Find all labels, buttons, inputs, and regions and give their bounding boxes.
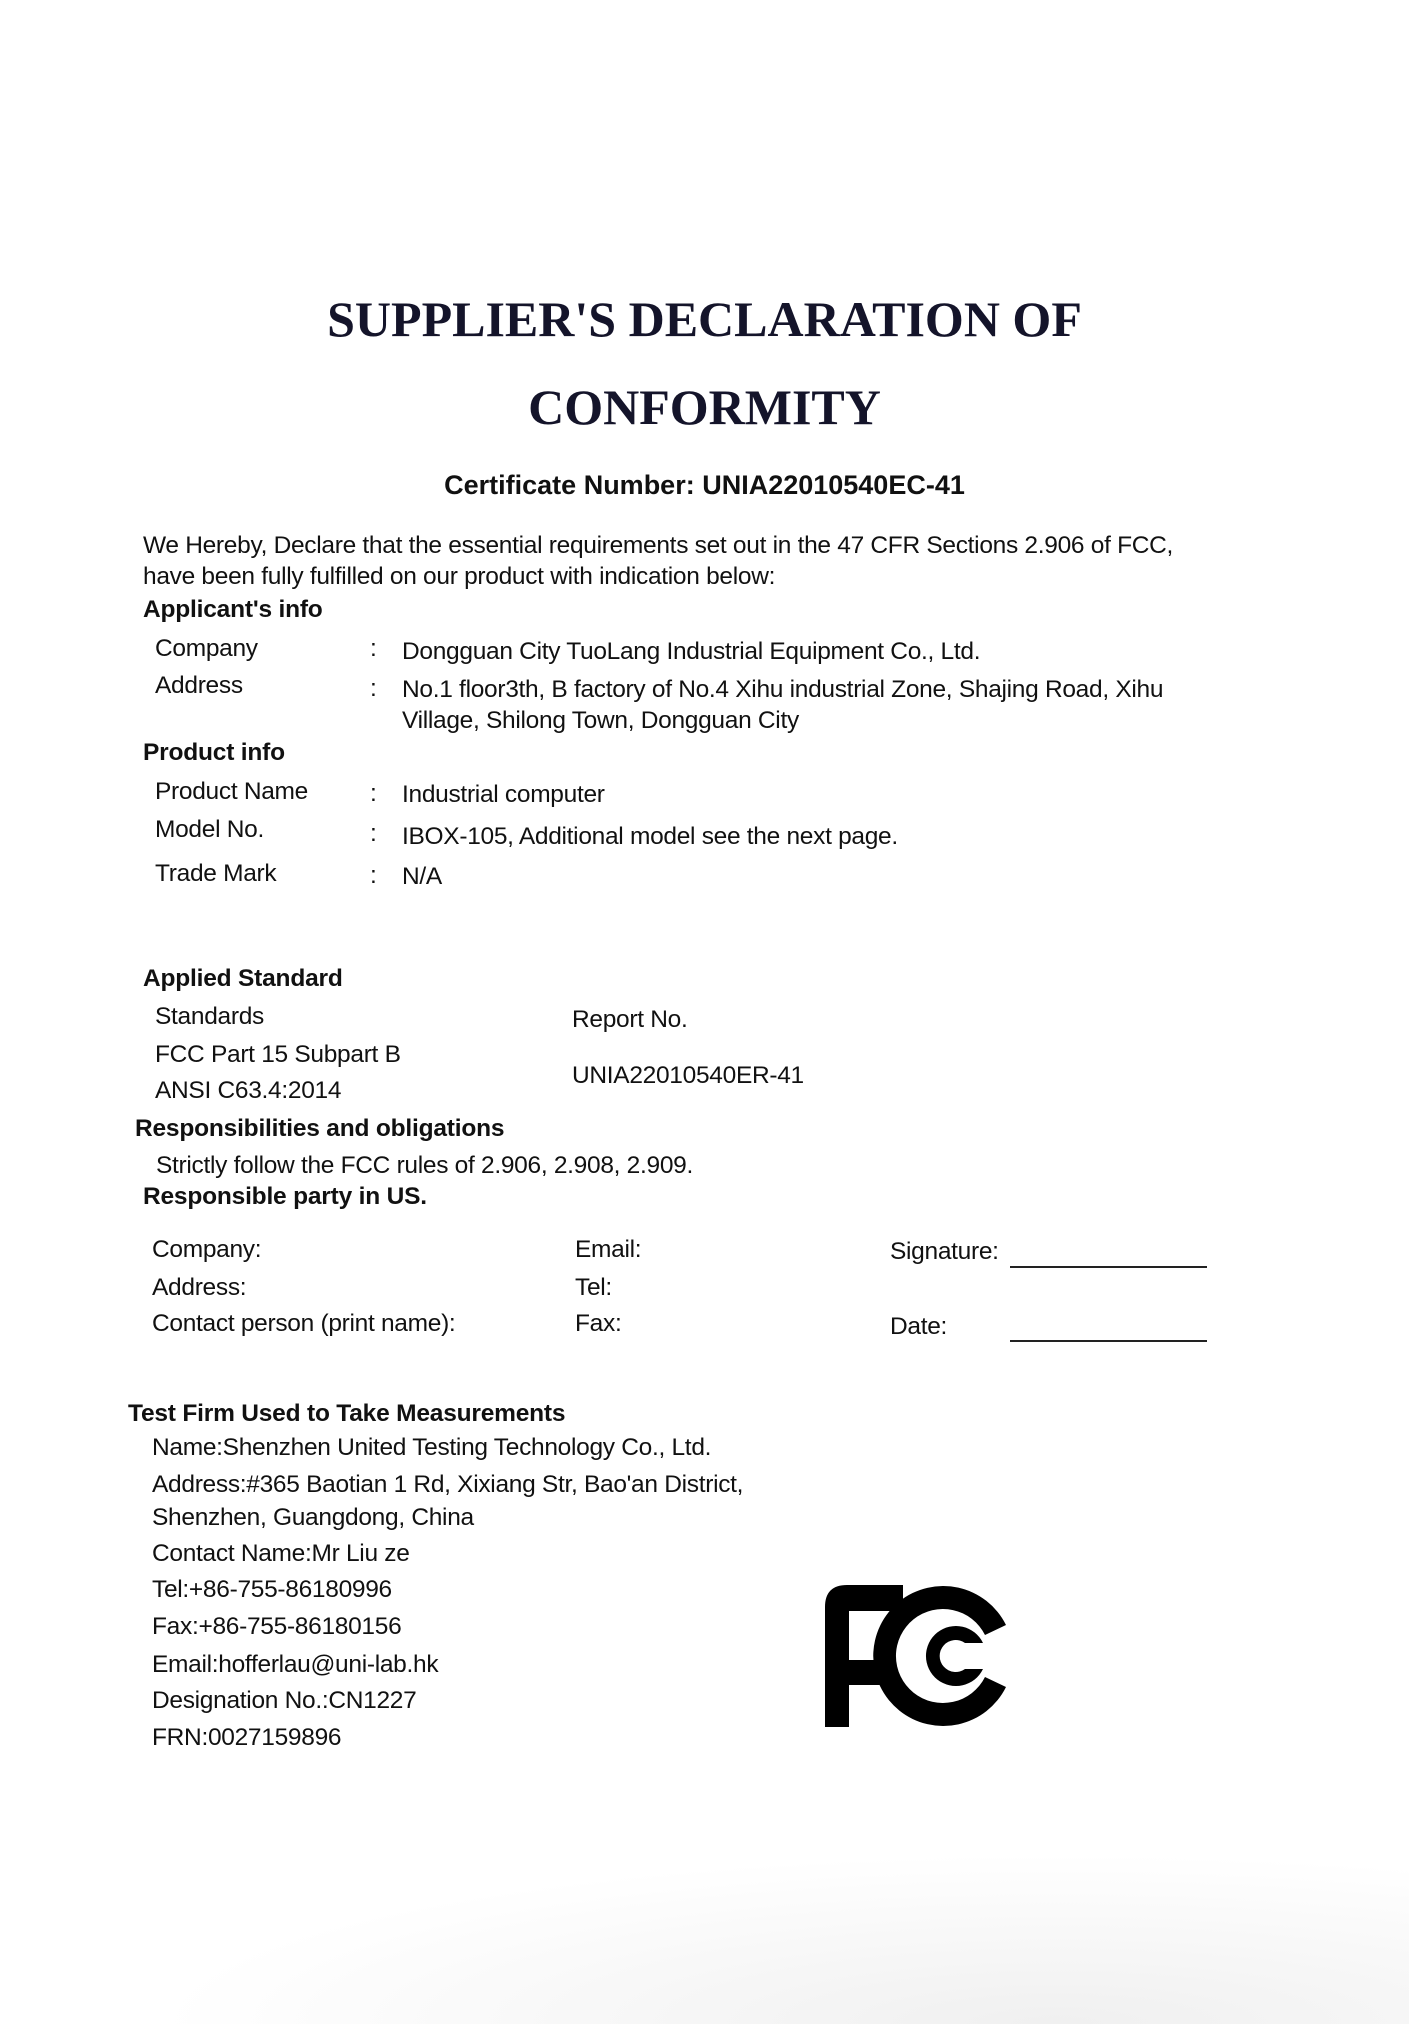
responsibilities-heading: Responsibilities and obligations: [135, 1115, 505, 1142]
report-no-label: Report No.: [572, 1006, 688, 1033]
model-label: Model No.: [155, 816, 264, 843]
standards-label: Standards: [155, 1003, 264, 1030]
rp-tel-label: Tel:: [575, 1274, 612, 1301]
date-label: Date:: [890, 1313, 948, 1340]
responsibilities-text: Strictly follow the FCC rules of 2.906, 2.908, 2.909.: [156, 1152, 693, 1179]
applicant-heading: Applicant's info: [143, 596, 323, 623]
address-colon: :: [370, 675, 377, 702]
product-name-label: Product Name: [155, 778, 308, 805]
standard-item: ANSI C63.4:2014: [155, 1077, 342, 1104]
company-label: Company: [155, 635, 258, 662]
signature-line: [1010, 1266, 1207, 1268]
address-line2: Village, Shilong Town, Dongguan City: [402, 707, 799, 734]
fcc-logo: [825, 1585, 1015, 1727]
standard-item: FCC Part 15 Subpart B: [155, 1041, 401, 1068]
report-no-value: UNIA22010540ER-41: [572, 1062, 804, 1089]
test-firm-line: Name:Shenzhen United Testing Technology Co., Ltd.: [152, 1434, 712, 1461]
applied-standard-heading: Applied Standard: [143, 965, 343, 992]
company-value: Dongguan City TuoLang Industrial Equipment Co., Ltd.: [402, 638, 981, 665]
document-title-line2: CONFORMITY: [528, 379, 881, 435]
document-title-line1: SUPPLIER'S DECLARATION OF: [327, 291, 1082, 347]
test-firm-line: Designation No.:CN1227: [152, 1687, 417, 1714]
trademark-value: N/A: [402, 863, 442, 890]
test-firm-heading: Test Firm Used to Take Measurements: [128, 1400, 566, 1427]
responsible-party-heading: Responsible party in US.: [143, 1183, 427, 1210]
date-line: [1010, 1340, 1207, 1342]
model-colon: :: [370, 820, 377, 847]
test-firm-line: Contact Name:Mr Liu ze: [152, 1540, 410, 1567]
test-firm-line: Address:#365 Baotian 1 Rd, Xixiang Str, Bao'an District,: [152, 1471, 744, 1498]
rp-fax-label: Fax:: [575, 1310, 622, 1337]
trademark-colon: :: [370, 862, 377, 889]
rp-email-label: Email:: [575, 1236, 642, 1263]
address-label: Address: [155, 672, 243, 699]
certificate-number: Certificate Number: UNIA22010540EC-41: [444, 470, 965, 500]
test-firm-line: Shenzhen, Guangdong, China: [152, 1504, 474, 1531]
rp-company-label: Company:: [152, 1236, 262, 1263]
rp-address-label: Address:: [152, 1274, 247, 1301]
test-firm-line: FRN:0027159896: [152, 1724, 342, 1751]
product-name-colon: :: [370, 780, 377, 807]
declaration-line1: We Hereby, Declare that the essential requirements set out in the 47 CFR Sections 2.906 of FCC,: [143, 532, 1174, 559]
product-heading: Product info: [143, 739, 285, 766]
product-name-value: Industrial computer: [402, 781, 605, 808]
trademark-label: Trade Mark: [155, 860, 277, 887]
test-firm-line: Tel:+86-755-86180996: [152, 1576, 392, 1603]
paper-shadow: [0, 1824, 1409, 2024]
model-value: IBOX-105, Additional model see the next page.: [402, 823, 898, 850]
declaration-line2: have been fully fulfilled on our product with indication below:: [143, 563, 776, 590]
company-colon: :: [370, 635, 377, 662]
test-firm-line: Fax:+86-755-86180156: [152, 1613, 402, 1640]
rp-contact-label: Contact person (print name):: [152, 1310, 456, 1337]
fcc-logo-inner-c: [926, 1626, 983, 1686]
test-firm-line: Email:hofferlau@uni-lab.hk: [152, 1651, 439, 1678]
address-line1: No.1 floor3th, B factory of No.4 Xihu industrial Zone, Shajing Road, Xihu: [402, 676, 1164, 703]
signature-label: Signature:: [890, 1238, 999, 1265]
